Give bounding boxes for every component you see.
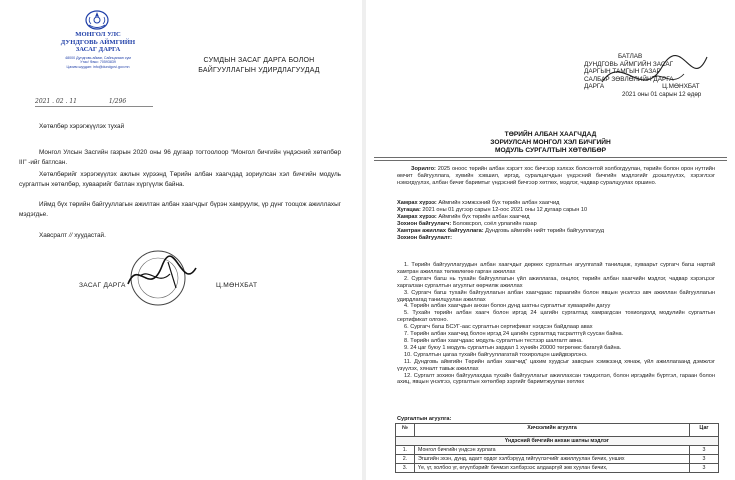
title-rule [374,160,727,161]
approval-block: БАТЛАВ ДУНДГОВЬ АЙМГИЙН ЗАСАГ ДАРГЫН ТАМГЫН ГАЗАР САЛБАР ЗӨВЛӨЛИЙН ДАРГА ДАРГА Ц.МӨНХБАТ 2021 оны 01 сарын 12 өдөр [584,53,724,98]
list-item: 10. Сургалтын цагаа тухайн байгууллагатай тохиролцон шийдвэрлэнэ. [404,351,588,358]
table-header-row [396,424,719,437]
hours-cell: 3 [690,455,719,464]
attachment-note: Хавсралт // хуудастай. [39,232,106,239]
recipient-block: СУМДЫН ЗАСАГ ДАРГА БОЛОН БАЙГУУЛЛАГЫН УДИРДЛАГУУДАД [198,57,320,74]
signature-stamp-icon [110,248,210,308]
title-rule [374,157,727,158]
list-item: 6. Сургагч багш БСУГ-аас сургалтын сертификат нэгдсэн байдлаар авах [404,324,593,331]
organization-duties [397,262,715,386]
document-title: ТӨРИЙН АЛБАН ХААГЧДАД ЗОРИУЛСАН МОНГОЛ ХЭЛ БИЧГИЙН МОДУЛЬ СУРГАЛТЫН ХӨТӨЛБӨР [490,131,611,154]
signer-name: Ц.МӨНХБАТ [216,282,258,289]
approval-date: 2021 оны 01 сарын 12 өдөр [622,90,702,98]
program-page [366,0,735,480]
issuer-organization: МОНГОЛ УЛС ДУНДГОВЬ АЙМГИЙН ЗАСАГ ДАРГА [60,31,136,54]
column-header: № [396,424,415,437]
topic-cell: Монгол бичгийн үндсэн зурлага [415,446,690,455]
list-item: 2. Сургагч багш нь тухайн байгууллагын үйл ажиллагаа, онцлог, төрийн албан хаагчийн мэдлэг, чадвар хэрэгцээг харгалзан сургалтын агуулгыг өөрчилж ажиллах [397,275,715,289]
letter-paragraph: Хөтөлбөрийг хэрэгжүүлэх ажлын хүрээнд Төрийн албан хаагчдад зориулсан хэл бичгийн модуль сургалтын хөтөлбөр, хуваарийг батлан хүргүүлж байна. [19,171,341,188]
list-item: 9. 24 цаг буюу 1 модуль сургалтын зардал 1 хүнийн 20000 төгрөгөөс багагүй байна. [404,344,622,351]
letter-date: 2021 . 02 . 11 [35,98,77,105]
meta-item: Хамрах хүрээ: Аймгийн бүх төрийн албан хаагчид [397,213,530,220]
signer-title: ЗАСАГ ДАРГА [79,282,126,289]
program-meta [397,200,715,241]
meta-item: Зохион байгуулалт: [397,234,452,241]
letter-paragraph: Монгол Улсын Засгийн газрын 2020 оны 96 дугаар тогтоолоор “Монгол бичгийн үндэсний хөтөлбөр III” -ийг батлсан. [19,149,341,166]
column-header: Цаг [690,424,719,437]
curriculum-table [395,423,719,473]
list-item: 5. Тухайн төрийн албан хаагч болон иргэд 24 цагийн сургалтад хамрагдсан тохиолдолд модулийн сургалтын сертификат олгоно. [397,310,715,324]
letter-number: 1/296 [108,98,127,105]
table-row: 3. Үе, үг, холбоо үг, өгүүлбэрийг бичмэл хэлбэрээс алдааргүй зөв хуулан бичих, 3 [396,464,719,473]
meta-item: Зохион байгуулагч: Боловсрол, соёл урлагийн газар [397,220,537,227]
list-item: 8. Төрийн албан хаагчдаас модуль сургалтын тестээр шалгалт авна. [404,337,583,344]
topic-cell: Үе, үг, холбоо үг, өгүүлбэрийг бичмэл хэлбэрээс алдааргүй зөв хуулан бичих, [415,464,690,473]
goal-paragraph: Зорилго: 2025 оноос төрийн албан хэрэгт хос бичгээр хэлхэх болсонтой холбогдуулан, төрийн болон орон нутгийн өмчит байгууллага, хувийн хэвшил, иргэд, суралцагчдын үндэсний бичгийн мэдлэгийг дээшлүүлэх, хэрэглээг нэмэгдүүлэх, албан бичиг баримтыг үндэсний бичгээр хөтлөх, мэдлэг, чадвар суралцуулах оршино. [397,166,715,186]
hours-cell: 3 [690,464,719,473]
column-header: Хичээлийн агуулга [415,424,690,437]
table-section-row [396,437,719,446]
meta-item: Хамрах хүрээ: Аймгийн хэмжээний бүх төрийн албан хаагчид [397,200,560,206]
hours-cell: 3 [690,446,719,455]
meta-item: Хугацаа: 2021 оны 01 дүгээр сарын 12-оос 2021 оны 12 дугаар сарын 10 [397,206,588,213]
issuer-address: 48000 Дундговь аймаг, Сайнцагаан сум Утас/ Факс: 70593839 Цахим шуудан: info@dundgovi.gov.mn [65,56,131,69]
content-heading: Сургалтын агуулга: [397,416,452,422]
date-number-line [35,98,153,105]
section-title: Үндэсний бичгийн анхан шатны мэдлэг [396,437,719,446]
letter-paragraph: Иймд бүх төрийн байгууллагын ажилтан албан хаагчдыг бүрэн хамруулж, үр дүнг тооцож ажиллахыг мэдэгдье. [19,201,341,218]
topic-cell: Эгшгийн эхэн, дунд, адагт ордог хэлбэрүүд гийгүүлэгчийг ажиллуулан бичих, унших [415,455,690,464]
letter-page [0,0,362,480]
list-item: 12. Сургалт зохион байгуулахдаа тухайн байгууллагыг ажиллахсан тэмдэглэл, болон иргэдийн бүртгэл, гараан болон ахиц, явцын үнэлгээ, сургалтын хөтөлбөр зэргийг баримтжуулан хөтлөх [397,372,715,386]
handwritten-page-count: // [68,232,73,239]
list-item: 7. Төрийн албан хаагчид болон иргэд 24 цагийн сургалтад тасралтгүй суусан байна. [404,331,624,338]
list-item: 4. Төрийн албан хаагчдын анхан болон дунд шатны сургалтыг хуваарийн дагуу [404,303,611,310]
state-emblem-icon [84,8,110,30]
list-item: 11. Дундговь аймгийн Төрийн албан хаагчид” цахим хуудсыг завсрын хэмжээнд хянаж, үйл ажиллагаанд дэмжлэг үзүүлэх, хяналт тавьж ажиллах [397,358,715,372]
table-row: 1. Монгол бичгийн үндсэн зурлага 3 [396,446,719,455]
meta-item: Хамтран ажиллах байгууллага: Дундговь аймгийн нийт төрийн байгууллагууд [397,227,605,234]
letter-subject: Хөтөлбөр хэрэгжүүлэх тухай [39,123,125,130]
list-item: 1. Төрийн байгууллагуудын албан хаагчдыг дөрөөх сургалтын агуулгатай танилцаж, хуваарьт сургагч багш нартай хамтран ажиллах төлөвлөгөө гарган ажиллах [397,262,715,275]
list-item: 3. Сургагч багш тухайн байгууллагын албан хаагчдаас гараагийн болон явцын үнэлгээ авч ажиллан байгууллагын удирдлагад танилцуулан ажиллах [397,289,715,303]
table-row: 2. Эгшгийн эхэн, дунд, адагт ордог хэлбэрүүд гийгүүлэгчийг ажиллуулан бичих, унших 3 [396,455,719,464]
